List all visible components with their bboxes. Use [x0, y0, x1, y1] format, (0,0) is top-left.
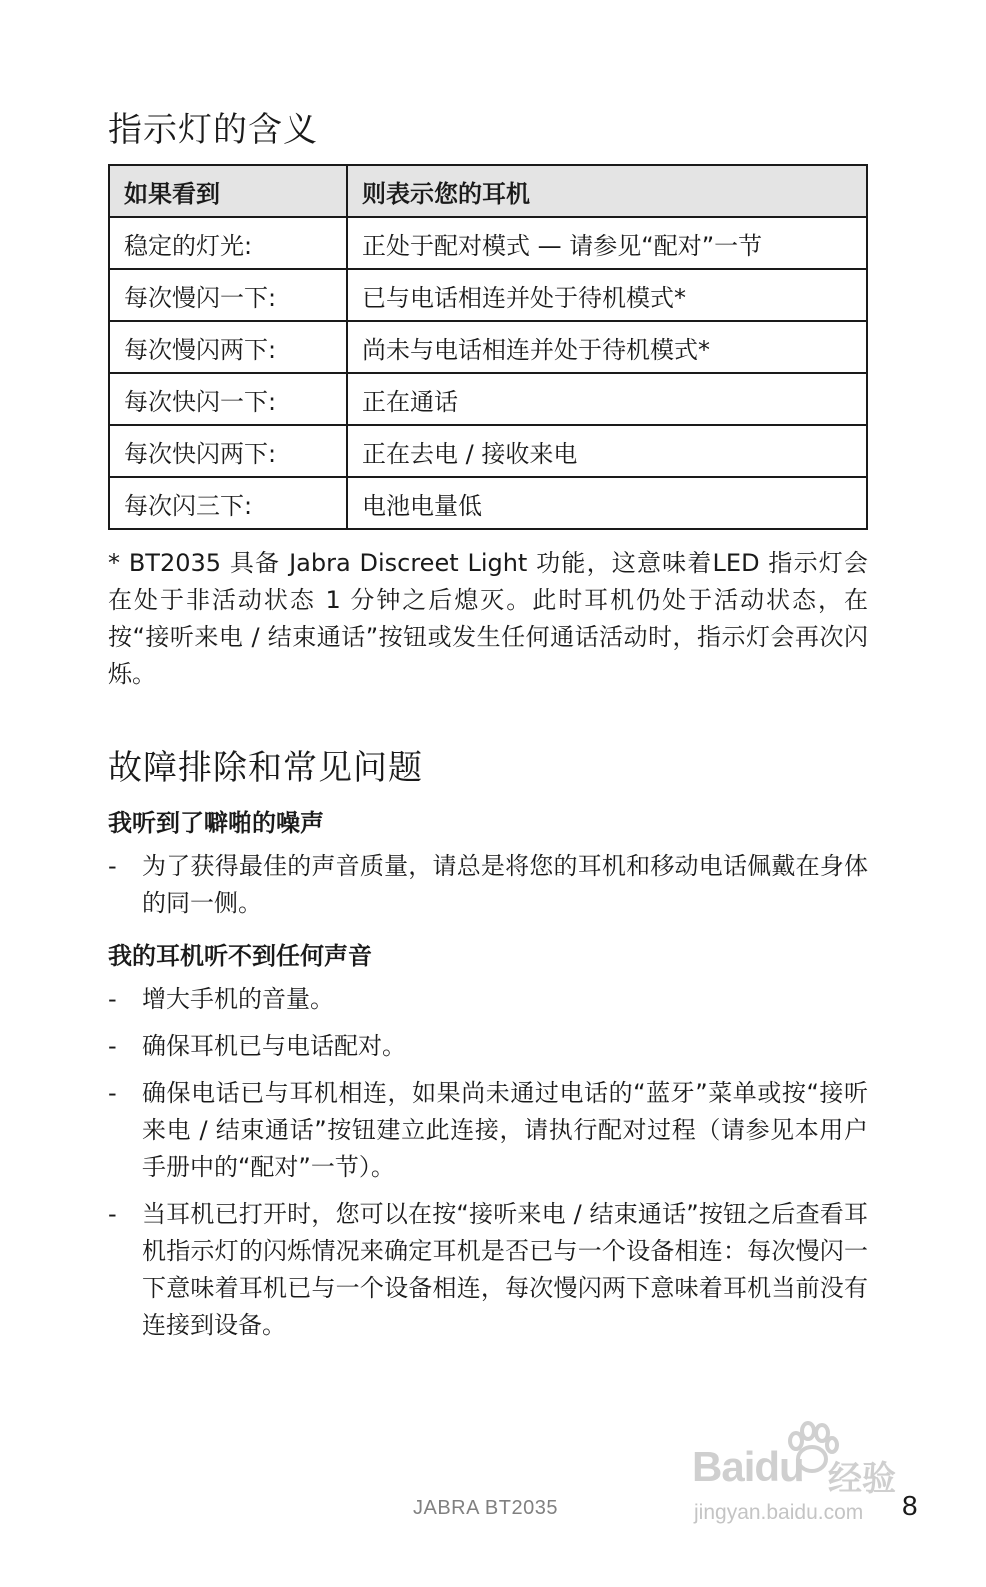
list-item: - 确保电话已与耳机相连，如果尚未通过电话的“蓝牙”菜单或按“接听来电 / 结束通话”按钮建立此连接，请执行配对过程（请参见本用户手册中的“配对”一节）。: [108, 1075, 868, 1186]
table-row: [109, 477, 867, 529]
indicator-table: [108, 164, 868, 530]
footer-brand: JABRA BT2035: [413, 1497, 558, 1519]
table-cell-signal: 稳定的灯光:: [109, 217, 347, 269]
table-row: [109, 217, 867, 269]
table-cell-meaning: 尚未与电话相连并处于待机模式*: [347, 321, 867, 373]
watermark-cn: 经验: [828, 1460, 896, 1498]
table-row: [109, 321, 867, 373]
table-header-cell: 则表示您的耳机: [347, 165, 867, 217]
watermark-brand: Baidu: [692, 1443, 804, 1490]
watermark-url: jingyan.baidu.com: [694, 1501, 864, 1524]
table-cell-signal: 每次快闪两下:: [109, 425, 347, 477]
table-row: [109, 425, 867, 477]
table-cell-signal: 每次闪三下:: [109, 477, 347, 529]
table-row: [109, 373, 867, 425]
page-number: 8: [902, 1490, 918, 1521]
table-cell-signal: 每次快闪一下:: [109, 373, 347, 425]
list-item: - 当耳机已打开时，您可以在按“接听来电 / 结束通话”按钮之后查看耳机指示灯的闪烁情况来确定耳机是否已与一个设备相连：每次慢闪一下意味着耳机已与一个设备相连，每次慢闪两下意味着耳机当前没有连接到设备。: [108, 1196, 868, 1344]
table-cell-signal: 每次慢闪两下:: [109, 321, 347, 373]
table-cell-meaning: 正在通话: [347, 373, 867, 425]
faq-heading-crackle: 我听到了噼啪的噪声: [108, 809, 324, 837]
table-cell-signal: 每次慢闪一下:: [109, 269, 347, 321]
faq-list-no-sound: [108, 981, 868, 1354]
table-cell-meaning: 正处于配对模式 — 请参见“配对”一节: [347, 217, 867, 269]
list-item: - 确保耳机已与电话配对。: [108, 1028, 868, 1065]
list-item: - 为了获得最佳的声音质量，请总是将您的耳机和移动电话佩戴在身体的同一侧。: [108, 848, 868, 922]
list-item: - 增大手机的音量。: [108, 981, 868, 1018]
table-header-row: [109, 165, 867, 217]
watermark: [690, 1415, 915, 1535]
faq-heading-no-sound: 我的耳机听不到任何声音: [108, 942, 372, 970]
table-cell-meaning: 正在去电 / 接收来电: [347, 425, 867, 477]
table-cell-meaning: 已与电话相连并处于待机模式*: [347, 269, 867, 321]
section-title-indicator: 指示灯的含义: [108, 110, 318, 150]
table-cell-meaning: 电池电量低: [347, 477, 867, 529]
section-title-troubleshooting: 故障排除和常见问题: [108, 748, 423, 788]
faq-list-crackle: [108, 848, 868, 932]
table-header-cell: 如果看到: [109, 165, 347, 217]
footnote: * BT2035 具备 Jabra Discreet Light 功能，这意味着LED 指示灯会在处于非活动状态 1 分钟之后熄灭。此时耳机仍处于活动状态，在按“接听来电 / 结束通话”按钮或发生任何通话活动时，指示灯会再次闪烁。: [108, 549, 868, 688]
table-row: [109, 269, 867, 321]
